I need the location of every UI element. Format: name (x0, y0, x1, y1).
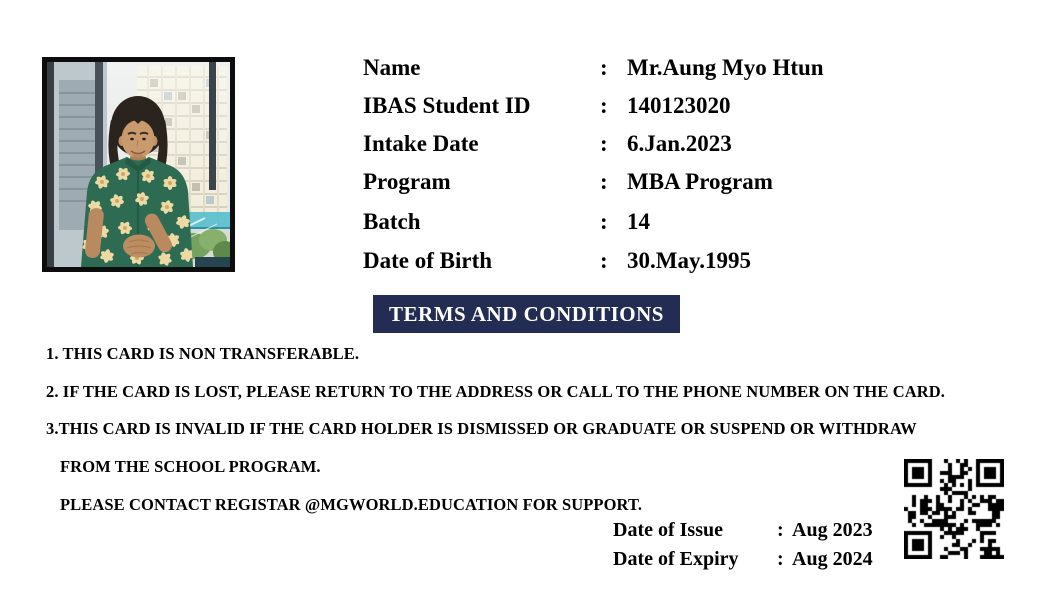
date-value: Aug 2023 (792, 519, 873, 541)
student-photo (42, 57, 235, 272)
field-value: Mr.Aung Myo Htun (627, 55, 824, 80)
field-value: 140123020 (627, 93, 731, 118)
field-colon: : (600, 248, 608, 273)
field-colon: : (600, 131, 608, 156)
student-photo-graphic (47, 62, 230, 267)
field-label: Intake Date (363, 131, 479, 156)
field-row-date-of-birth (363, 247, 751, 275)
field-colon: : (600, 55, 608, 80)
field-value: 6.Jan.2023 (627, 131, 732, 156)
field-row-intake-date (363, 130, 732, 158)
field-row-name (363, 54, 824, 82)
field-row-student-id (363, 92, 731, 120)
date-of-expiry-row (613, 547, 873, 571)
date-label: Date of Expiry (613, 548, 739, 570)
field-label: Date of Birth (363, 248, 493, 273)
field-label: Name (363, 55, 421, 80)
field-label: Batch (363, 209, 421, 234)
terms-line-2: 2. IF THE CARD IS LOST, PLEASE RETURN TO THE ADDRESS OR CALL TO THE PHONE NUMBER ON THE CARD. (46, 382, 945, 401)
field-colon: : (600, 209, 608, 234)
terms-banner (373, 295, 680, 333)
date-value: Aug 2024 (792, 548, 873, 570)
terms-line-1: 1. THIS CARD IS NON TRANSFERABLE. (46, 344, 360, 363)
date-colon: : (777, 548, 784, 570)
field-label: IBAS Student ID (363, 93, 531, 118)
terms-line-5: PLEASE CONTACT REGISTAR @MGWORLD.EDUCATION FOR SUPPORT. (60, 495, 643, 514)
field-colon: : (600, 169, 608, 194)
date-colon: : (777, 519, 784, 541)
field-label: Program (363, 169, 451, 194)
field-row-batch (363, 208, 650, 236)
field-value: 30.May.1995 (627, 248, 751, 273)
terms-line-3: 3.THIS CARD IS INVALID IF THE CARD HOLDER IS DISMISSED OR GRADUATE OR SUSPEND OR WITHDRAW (46, 419, 917, 438)
terms-line-4: FROM THE SCHOOL PROGRAM. (60, 457, 321, 476)
date-of-issue-row (613, 518, 873, 542)
field-value: 14 (627, 209, 650, 234)
qr-code (904, 459, 1004, 559)
field-row-program (363, 168, 773, 196)
date-label: Date of Issue (613, 519, 723, 541)
terms-banner-title: TERMS AND CONDITIONS (389, 301, 664, 326)
field-value: MBA Program (627, 169, 773, 194)
field-colon: : (600, 93, 608, 118)
